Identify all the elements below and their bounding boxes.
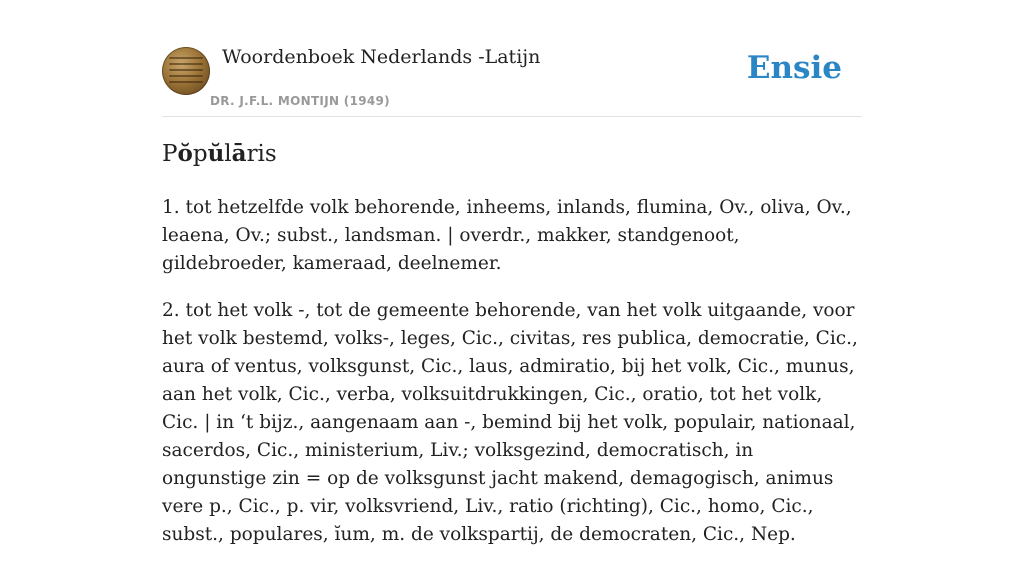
headword-part: ŏ	[177, 140, 193, 167]
header	[162, 40, 862, 117]
headword-part: p	[192, 141, 208, 167]
headword	[162, 138, 862, 170]
ensie-brand-logo[interactable]: Ensie	[746, 50, 842, 86]
headword-part: ris	[246, 141, 277, 167]
dictionary-author: DR. J.F.L. MONTIJN (1949)	[210, 94, 390, 108]
definition-paragraph: 1. tot hetzelfde volk behorende, inheems, inlands, flumina, Ov., oliva, Ov., leaena, Ov.; subst., landsman. | overdr., makker, standgenoot, gildebroeder, kameraad, deelnemer.	[162, 197, 852, 274]
logo-inscription	[169, 57, 203, 87]
dictionary-title[interactable]: Woordenboek Nederlands -Latijn	[222, 46, 541, 68]
entry-content	[162, 138, 862, 568]
headword-part: P	[162, 141, 178, 167]
headword-part: l	[224, 141, 232, 167]
headword-part: ŭ	[207, 140, 225, 167]
coin-logo-icon[interactable]	[162, 47, 210, 95]
headword-part: ā	[231, 140, 247, 167]
definition-paragraph: 2. tot het volk -, tot de gemeente behorende, van het volk uitgaande, voor het volk bestemd, volks-, leges, Cic., civitas, res publica, democratie, Cic., aura of ventus, volksgunst, Cic., laus, admiratio, bij het volk, Cic., munus, aan het volk, Cic., verba, volksuitdrukkingen, Cic., oratio, tot het volk, Cic. | in ‘t bijz., aangenaam aan -, bemind bij het volk, populair, nationaal, sacerdos, Cic., ministerium, Liv.; volksgezind, democratisch, in ongunstige zin = op de volksgunst jacht makend, demagogisch, animus vere p., Cic., p. vir, volksvriend, Liv., ratio (richting), Cic., homo, Cic., subst., populares, ĭum, m. de volkspartij, de democraten, Cic., Nep.	[162, 300, 858, 545]
